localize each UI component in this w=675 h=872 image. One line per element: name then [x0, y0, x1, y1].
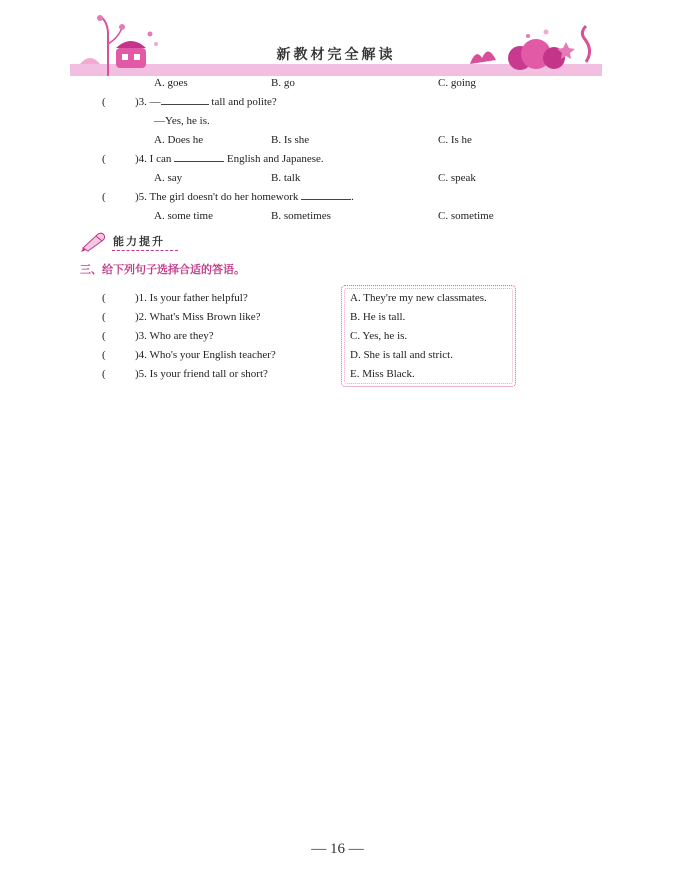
option-a[interactable]: A. say: [154, 172, 183, 184]
option-a[interactable]: A. goes: [154, 77, 188, 89]
option-b[interactable]: B. talk: [271, 172, 301, 184]
answer-blank[interactable]: [301, 199, 351, 200]
answer-paren[interactable]: (: [102, 330, 106, 342]
option-c[interactable]: C. speak: [438, 172, 476, 184]
answer-option-e: E. Miss Black.: [350, 368, 415, 380]
answer-paren[interactable]: (: [102, 349, 106, 361]
question-reply: —Yes, he is.: [154, 115, 210, 127]
question-rest: tall and polite?: [208, 96, 277, 108]
answer-paren[interactable]: (: [102, 153, 106, 165]
answer-option-b: B. He is tall.: [350, 311, 406, 323]
matching-question: )2. What's Miss Brown like?: [135, 311, 261, 323]
question-text: [135, 96, 277, 108]
option-c[interactable]: C. going: [438, 77, 476, 89]
pencil-icon: [80, 230, 110, 252]
answer-blank[interactable]: [174, 161, 224, 162]
answer-paren[interactable]: (: [102, 96, 106, 108]
page-header: [70, 14, 602, 76]
section-label: 能力提升: [113, 235, 165, 248]
question-rest: .: [351, 191, 354, 203]
answer-paren[interactable]: (: [102, 311, 106, 323]
option-c[interactable]: C. Is he: [438, 134, 472, 146]
page-number: — 16 —: [311, 841, 364, 857]
option-b[interactable]: B. go: [271, 77, 295, 89]
matching-question: )5. Is your friend tall or short?: [135, 368, 268, 380]
answer-paren[interactable]: (: [102, 292, 106, 304]
answer-paren[interactable]: (: [102, 191, 106, 203]
answer-option-a: A. They're my new classmates.: [350, 292, 487, 304]
option-a[interactable]: A. some time: [154, 210, 213, 222]
question-text: [135, 153, 324, 165]
option-b[interactable]: B. Is she: [271, 134, 310, 146]
answer-option-d: D. She is tall and strict.: [350, 349, 453, 361]
option-a[interactable]: A. Does he: [154, 134, 204, 146]
question-text: [135, 191, 354, 203]
section-instruction: 三、给下列句子选择合适的答语。: [80, 263, 245, 276]
section-underline: [112, 250, 178, 251]
answer-paren[interactable]: (: [102, 368, 106, 380]
question-rest: English and Japanese.: [224, 153, 324, 165]
option-c[interactable]: C. sometime: [438, 210, 494, 222]
option-b[interactable]: B. sometimes: [271, 210, 331, 222]
header-title: 新教材完全解读: [276, 47, 396, 63]
matching-question: )4. Who's your English teacher?: [135, 349, 276, 361]
answer-option-c: C. Yes, he is.: [350, 330, 408, 342]
answer-blank[interactable]: [161, 104, 209, 105]
matching-question: )1. Is your father helpful?: [135, 292, 248, 304]
question-number: )4. I can: [135, 153, 175, 165]
question-number: )3. —: [135, 96, 161, 108]
matching-question: )3. Who are they?: [135, 330, 214, 342]
question-number: )5. The girl doesn't do her homework: [135, 191, 302, 203]
